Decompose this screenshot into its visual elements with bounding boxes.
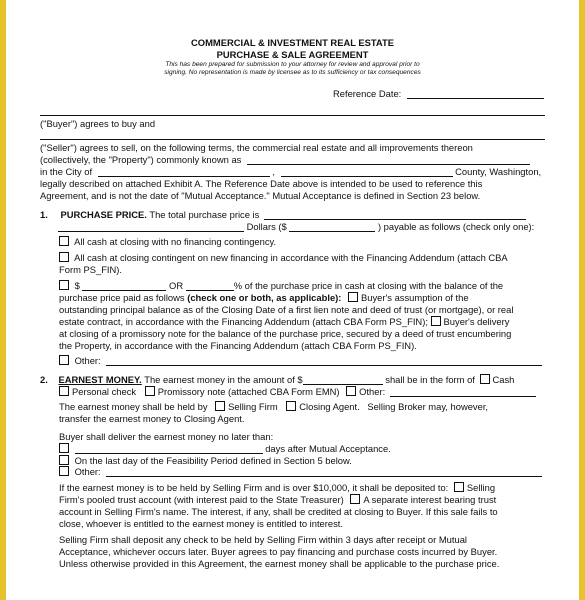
cash-checkbox[interactable]	[480, 374, 490, 384]
deposit-selling-label: Selling	[466, 482, 496, 493]
held-selling-firm-checkbox[interactable]	[215, 401, 225, 411]
promissory-note-label: Promissory note (attached CBA Form EMN)	[157, 386, 340, 397]
section1-other-row	[59, 355, 579, 366]
deposit-line-3: account in Selling Firm's name. The interest, if any, shall be credited at closing to Buyer. If this sale fails to	[59, 506, 498, 517]
purchase-price-words-field-2[interactable]	[58, 222, 244, 232]
reference-date-label: Reference Date:	[333, 88, 402, 99]
estate-contract-text: estate contract, in accordance with the Financing Addendum (attach CBA Form PS_FIN);	[59, 316, 428, 327]
promissory-delivery-checkbox[interactable]	[431, 316, 441, 326]
section1-intro: The total purchase price is	[149, 209, 260, 220]
seller-line-1: ("Seller") agrees to sell, on the following terms, the commercial real estate and all improvements thereon	[40, 142, 473, 153]
deposit-text-1: If the earnest money is to be held by Selling Firm and is over $10,000, it shall be deposited to:	[59, 482, 449, 493]
cash-amount-field[interactable]	[82, 281, 166, 291]
partial-line-4	[59, 316, 579, 327]
deliver-other-field[interactable]	[106, 467, 542, 477]
earnest-other-field[interactable]	[390, 387, 536, 397]
title-line-1: COMMERCIAL & INVESTMENT REAL ESTATE	[191, 37, 394, 48]
purchase-price-amount-field[interactable]	[289, 222, 375, 232]
county-field[interactable]	[281, 167, 453, 177]
purchase-price-words-field[interactable]	[264, 210, 526, 220]
held-selling-firm-label: Selling Firm	[228, 401, 278, 412]
option-partial-row	[59, 280, 579, 291]
deposit-line-1	[59, 482, 579, 493]
option-all-cash-row	[59, 236, 579, 247]
section1-other-checkbox[interactable]	[59, 355, 69, 365]
earnest-form-row	[59, 386, 579, 397]
separate-trust-checkbox[interactable]	[350, 494, 360, 504]
selling-broker-text: Selling Broker may, however,	[367, 401, 489, 412]
deposit-line-2	[59, 494, 579, 505]
form-of-label: shall be in the form of	[385, 374, 475, 385]
section1-number: 1.	[40, 209, 48, 220]
partial-line-3: outstanding principal balance as of the Closing Date of a first lien note and deed of trust (or mortgage), or real	[59, 304, 514, 315]
check-one-label: (check one or both, as applicable):	[187, 292, 342, 303]
assumption-label: Buyer's assumption of the	[361, 292, 469, 303]
county-label: County, Washington,	[455, 166, 542, 177]
held-by-line-2: transfer the earnest money to Closing Agent.	[59, 413, 245, 424]
dollars-label: Dollars ($	[246, 221, 287, 232]
section1-other-label: Other:	[74, 355, 101, 366]
check-line-2: Acceptance, whichever occurs later. Buyer agrees to pay financing and purchase costs incurred by Buyer.	[59, 546, 498, 557]
section1-other-field[interactable]	[106, 356, 542, 366]
deposit-line-4: close, whoever is entitled to the earnest money is entitled to interest.	[59, 518, 344, 529]
check-line-1: Selling Firm shall deposit any check to be held by Selling Firm within 3 days after receipt or Mutual	[59, 534, 468, 545]
seller-line-5: Agreement, and is not the date of "Mutual Acceptance." Mutual Acceptance is defined in Section 23 below.	[40, 190, 481, 201]
partial-cash-checkbox[interactable]	[59, 280, 69, 290]
days-after-label: days after Mutual Acceptance.	[265, 443, 391, 454]
percent-label: % of the purchase price in cash at closing with the balance of the	[233, 280, 504, 291]
document-page	[6, 0, 579, 600]
deliver-label: Buyer shall deliver the earnest money no later than:	[59, 431, 274, 442]
payable-label: ) payable as follows (check only one):	[377, 221, 535, 232]
delivery-label: Buyer's delivery	[443, 316, 510, 327]
deliver-other-checkbox[interactable]	[59, 466, 69, 476]
held-closing-agent-label: Closing Agent.	[299, 401, 360, 412]
personal-check-checkbox[interactable]	[59, 386, 69, 396]
section2-number: 2.	[40, 374, 48, 385]
deliver-other-row	[59, 466, 579, 477]
seller-name-line[interactable]	[40, 139, 545, 140]
disclaimer-line-2: signing. No representation is made by licensee as to its sufficiency or tax consequences	[164, 69, 421, 76]
days-after-field[interactable]	[75, 444, 263, 454]
city-field[interactable]	[98, 167, 270, 177]
financing-line-2: Form PS_FIN).	[59, 264, 123, 275]
all-cash-checkbox[interactable]	[59, 236, 69, 246]
held-by-row	[59, 401, 579, 412]
property-row	[40, 154, 579, 165]
section2-heading: EARNEST MONEY.	[58, 374, 142, 385]
financing-label: All cash at closing contingent on new financing in accordance with the Financing Addendum (attach CBA	[74, 252, 508, 263]
seller-line-4: legally described on attached Exhibit A. The Reference Date above is intended to be used to reference this	[40, 178, 483, 189]
separate-trust-label: A separate interest bearing trust	[363, 494, 497, 505]
section2-row	[40, 374, 579, 385]
days-after-checkbox[interactable]	[59, 443, 69, 453]
deliver-other-label: Other:	[74, 466, 101, 477]
partial-line-5: at closing of a promissory note for the balance of the purchase price, secured by a deed of trust encumbering	[59, 328, 512, 339]
section1-row	[40, 209, 579, 220]
financing-checkbox[interactable]	[59, 252, 69, 262]
section2-intro: The earnest money in the amount of $	[144, 374, 303, 385]
assumption-checkbox[interactable]	[348, 292, 358, 302]
all-cash-label: All cash at closing with no financing contingency.	[74, 236, 277, 247]
property-label: (collectively, the "Property") commonly known as	[40, 154, 242, 165]
section1-heading: PURCHASE PRICE.	[60, 209, 147, 220]
city-label: in the City of	[40, 166, 93, 177]
partial-line-6: the Property, in accordance with the Financing Addendum (attach CBA Form PS_FIN).	[59, 340, 417, 351]
title-line-2: PURCHASE & SALE AGREEMENT	[216, 49, 369, 60]
or-label: OR	[169, 280, 184, 291]
held-by-text: The earnest money shall be held by	[59, 401, 208, 412]
cash-label: Cash	[492, 374, 515, 385]
city-row: in the City of , County, Washington,	[40, 166, 542, 177]
earnest-other-checkbox[interactable]	[346, 386, 356, 396]
section1-dollars-row	[58, 221, 579, 232]
check-line-3: Unless otherwise provided in this Agreement, the earnest money shall be applicable to the purchase price.	[59, 558, 500, 569]
days-after-row	[59, 443, 579, 454]
promissory-note-checkbox[interactable]	[145, 386, 155, 396]
partial-line-2	[59, 292, 579, 303]
pooled-trust-text: Firm's pooled trust account (with interest paid to the State Treasurer)	[59, 494, 344, 505]
feasibility-checkbox[interactable]	[59, 455, 69, 465]
disclaimer-line-1: This has been prepared for submission to your attorney for review and approval prior to	[165, 61, 420, 68]
partial-text: purchase price paid as follows	[59, 292, 185, 303]
held-closing-agent-checkbox[interactable]	[286, 401, 296, 411]
buyer-name-line[interactable]	[40, 115, 545, 116]
reference-date-row	[333, 88, 563, 99]
buyer-text: ("Buyer") agrees to buy and	[40, 118, 156, 129]
deposit-selling-checkbox[interactable]	[454, 482, 464, 492]
earnest-amount-field[interactable]	[303, 375, 383, 385]
percent-field[interactable]	[186, 281, 234, 291]
personal-check-label: Personal check	[72, 386, 137, 397]
reference-date-field[interactable]	[407, 89, 544, 99]
earnest-other-label: Other:	[359, 386, 386, 397]
feasibility-label: On the last day of the Feasibility Period defined in Section 5 below.	[74, 455, 352, 466]
option-financing-row	[59, 252, 579, 263]
dollar-sign: $	[74, 280, 80, 291]
property-address-field[interactable]	[247, 155, 530, 165]
feasibility-row	[59, 455, 579, 466]
